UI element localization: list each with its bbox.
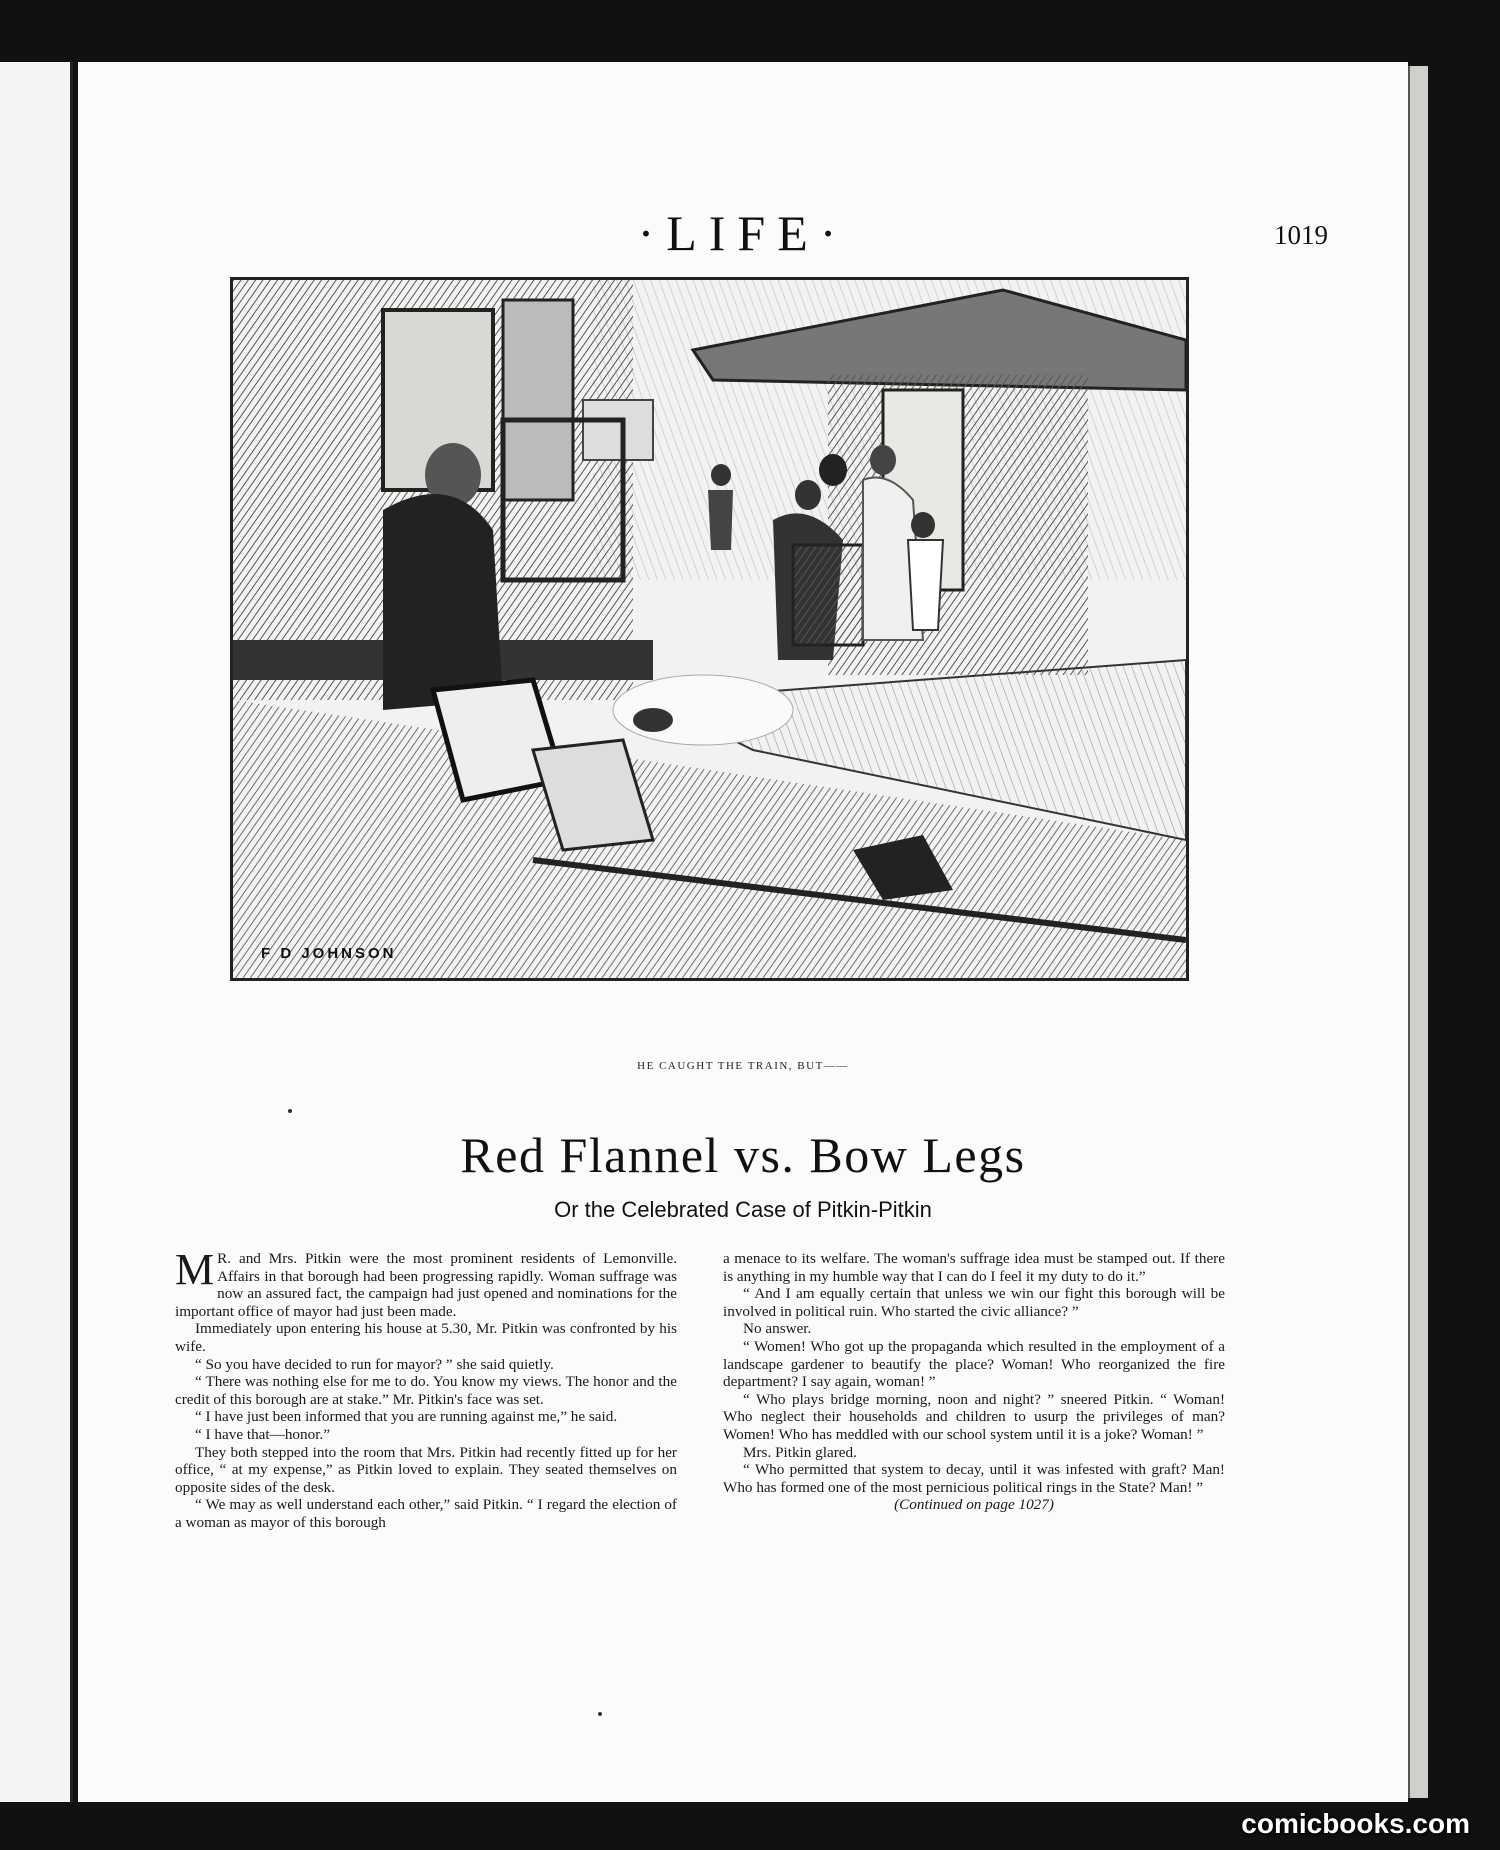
masthead: ·LIFE· <box>637 205 849 261</box>
paragraph: a menace to its welfare. The woman's suffrage idea must be stamped out. If there is anything in my humble way that I can do I feel it my duty to do it.” <box>723 1250 1225 1285</box>
article-column-left <box>175 1245 677 1532</box>
article-column-right <box>723 1250 1225 1514</box>
paragraph: “ Who permitted that system to decay, until it was infested with graft? Man! Who has formed one of the most pernicious political rings in the State? Man! ” <box>723 1461 1225 1496</box>
illustration <box>230 277 1189 981</box>
paragraph: “ We may as well understand each other,” said Pitkin. “ I regard the election of a woman as mayor of this borough <box>175 1496 677 1531</box>
print-speck <box>598 1712 602 1716</box>
paragraph: “ So you have decided to run for mayor? ” she said quietly. <box>195 1355 554 1373</box>
paragraph: and Mrs. Pitkin were the most prominent residents of Lemonville. Affairs in that borough had been progressing rapidly. Woman suffrage was now an assured fact, the campaign had just opened and nominations for the important office of mayor had just been made. <box>175 1250 677 1320</box>
article-title: Red Flannel vs. Bow Legs <box>460 1127 1026 1183</box>
continued-note: (Continued on page 1027) <box>894 1496 1054 1514</box>
drop-cap: M <box>175 1245 215 1294</box>
magazine-page <box>78 62 1408 1802</box>
page-header <box>78 204 1408 274</box>
page-number: 1019 <box>1274 220 1328 250</box>
paragraph: Mrs. Pitkin glared. <box>743 1443 857 1461</box>
artist-signature: F D JOHNSON <box>261 945 397 962</box>
paragraph: Immediately upon entering his house at 5.30, Mr. Pitkin was confronted by his wife. <box>175 1320 677 1355</box>
paragraph: They both stepped into the room that Mrs. Pitkin had recently fitted up for her office, “ at my expense,” as Pitkin loved to explain. They seated themselves on opposite sides of the desk. <box>175 1443 677 1496</box>
paragraph: “ I have that—honor.” <box>195 1425 330 1443</box>
paragraph: No answer. <box>743 1320 812 1338</box>
paragraph: “ Who plays bridge morning, noon and night? ” sneered Pitkin. “ Woman! Who neglect their households and children to usurp the privileges of man? Women! Who has meddled with our school system until it is a joke? Woman! ” <box>723 1390 1225 1443</box>
print-speck <box>288 1109 292 1113</box>
paragraph: “ There was nothing else for me to do. You know my views. The honor and the credit of this borough are at stake.” Mr. Pitkin's face was set. <box>175 1373 677 1408</box>
watermark-text: comicbooks.com <box>1241 1808 1470 1839</box>
adjacent-page-edge <box>0 62 73 1802</box>
paragraph: “ Women! Who got up the propaganda which resulted in the employment of a landscape gardener to beautify the place? Woman! Who reorganized the fire department? I say again, woman! ” <box>723 1337 1225 1391</box>
paragraph: “ I have just been informed that you are running against me,” he said. <box>195 1408 618 1426</box>
illustration-caption: HE CAUGHT THE TRAIN, BUT—— <box>637 1060 849 1072</box>
page-edge-shadow <box>1408 66 1428 1798</box>
opening-paragraph <box>175 1245 677 1320</box>
paragraph: “ And I am equally certain that unless we win our fight this borough will be involved in political ruin. Who started the civic alliance? ” <box>723 1285 1225 1320</box>
train-station-drawing <box>233 280 1186 978</box>
drop-cap-rest: R. <box>217 1250 232 1267</box>
article-subtitle: Or the Celebrated Case of Pitkin-Pitkin <box>554 1197 932 1222</box>
